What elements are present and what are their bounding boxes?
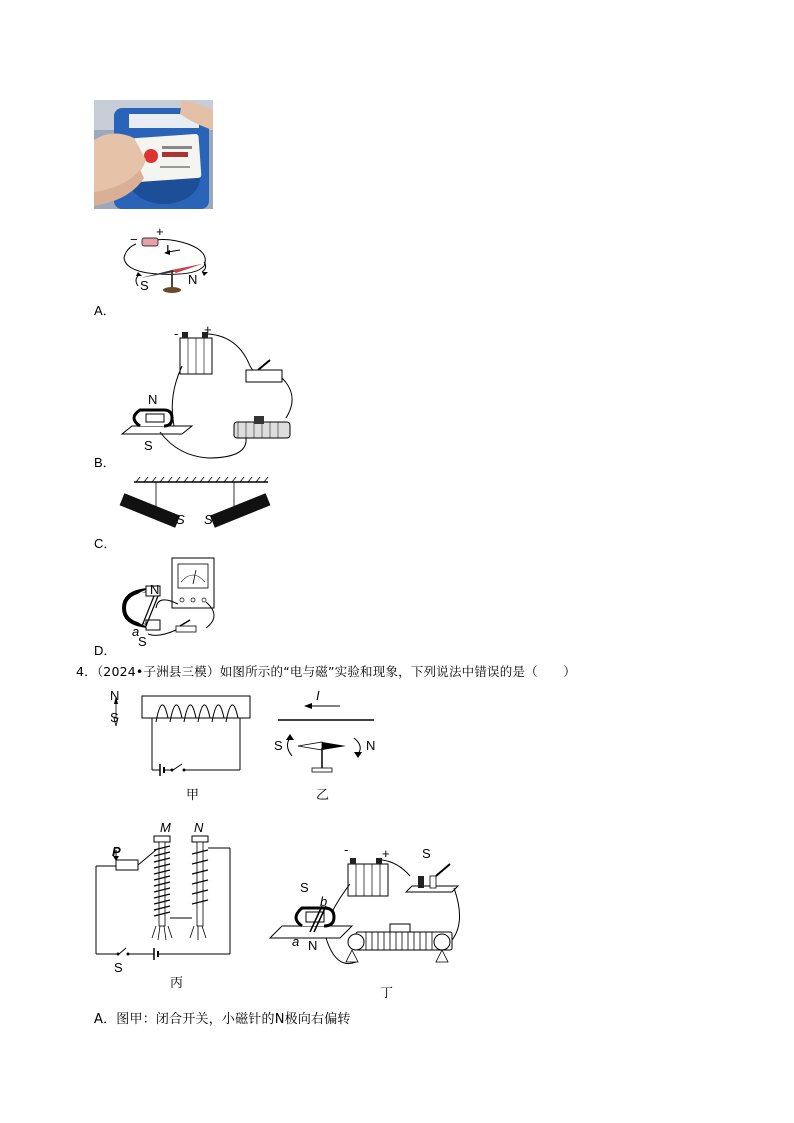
fig-b-minus-label: -	[174, 326, 179, 341]
figure-a-oersted	[118, 226, 218, 296]
fig-d-s-label: S	[138, 634, 147, 649]
option-a-label: A．	[94, 303, 116, 318]
bing-caption: 丙	[170, 976, 184, 991]
fig-b-n-label: N	[148, 392, 158, 407]
figure-yi-oersted	[274, 688, 384, 803]
figure-b-motor	[118, 322, 308, 466]
question-4-stem: 4．（2024•子洲县三模）如图所示的“电与磁”实验和现象，下列说法中错误的是（ ）	[76, 664, 576, 679]
yi-current-label: I	[316, 688, 320, 703]
fig-d-a-label: a	[132, 624, 140, 639]
fig-a-s-label: S	[140, 278, 149, 293]
bing-m-label: M	[160, 820, 171, 835]
jia-caption: 甲	[186, 788, 200, 803]
ding-plus-label: +	[382, 846, 390, 861]
yi-caption: 乙	[316, 788, 330, 803]
ding-b-label: b	[320, 894, 328, 909]
fig-a-minus-label: −	[130, 232, 138, 247]
ding-n-label: N	[308, 938, 318, 953]
fig-c-s1-label: S	[176, 512, 185, 527]
figure-ding-motor	[266, 842, 466, 1001]
fig-a-current-label: I	[166, 242, 170, 257]
fig-a-plus-label: +	[156, 224, 164, 239]
id-card-reader-photo	[94, 100, 213, 209]
fig-b-plus-label: +	[204, 322, 212, 337]
figure-d-generator	[118, 554, 228, 649]
option-b-label: B．	[94, 455, 116, 470]
jia-s-label: S	[110, 710, 119, 725]
ding-a-label: a	[292, 934, 300, 949]
yi-n-label: N	[366, 738, 376, 753]
bing-s-label: S	[114, 960, 123, 975]
ding-magnet-s-label: S	[300, 880, 309, 895]
fig-c-s2-label: S	[204, 512, 213, 527]
bing-n-label: N	[194, 820, 204, 835]
ding-minus-label: -	[344, 842, 349, 857]
figure-jia-solenoid	[104, 688, 264, 803]
option-c-label: C．	[94, 536, 117, 551]
figure-bing-electromagnets	[92, 820, 242, 991]
yi-s-label: S	[274, 738, 283, 753]
figure-c-hanging-magnets	[118, 476, 278, 546]
ding-caption: 丁	[380, 986, 394, 1001]
question-4-option-a: A．图甲：闭合开关，小磁针的N极向右偏转	[94, 1012, 351, 1027]
bing-p-label: P	[112, 844, 121, 859]
option-d-label: D．	[94, 643, 117, 658]
fig-d-n-label: N	[150, 582, 160, 597]
fig-a-n-label: N	[188, 272, 198, 287]
jia-n-label: N	[110, 688, 120, 703]
ding-switch-s-label: S	[422, 846, 431, 861]
fig-b-s-label: S	[144, 438, 153, 453]
